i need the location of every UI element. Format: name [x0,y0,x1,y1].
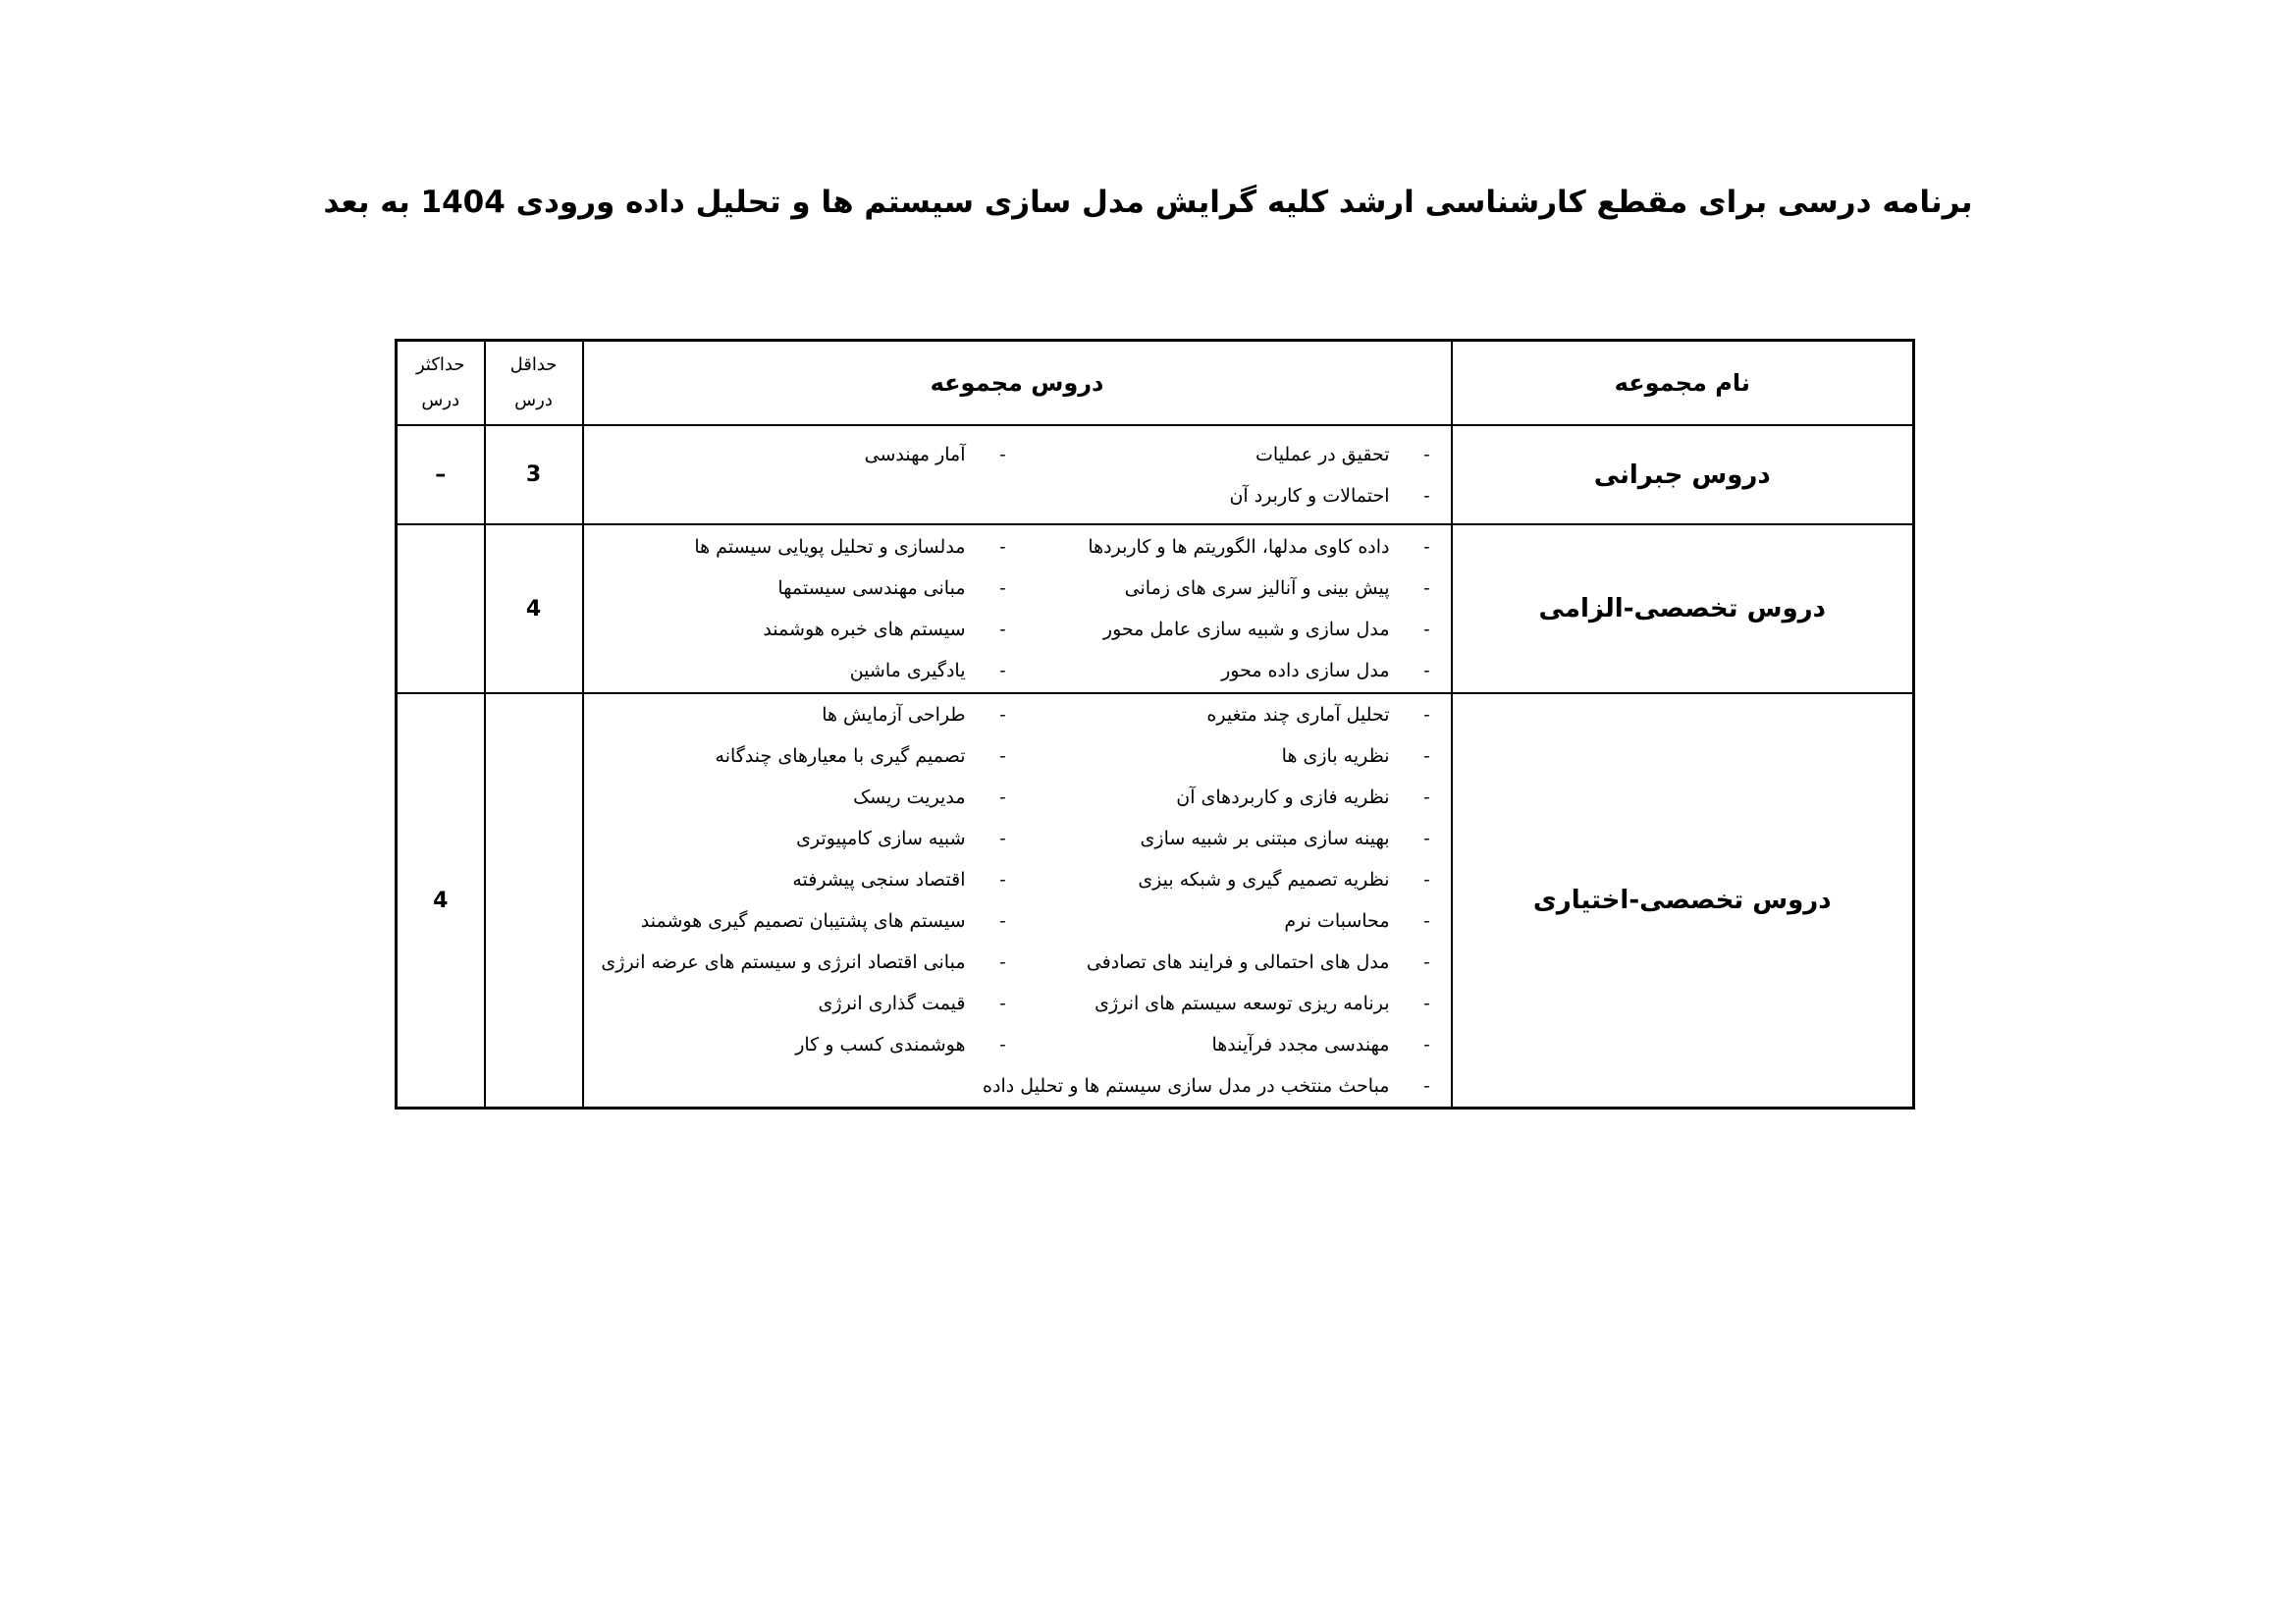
course-row [584,526,1451,568]
course-name: مهندسی مجدد فرآیندها [1211,1034,1390,1056]
course-name: مبانی مهندسی سیستمها [777,577,966,599]
course-name: برنامه ریزی توسعه سیستم های انرژی [1095,993,1390,1014]
header-group-courses: دروس مجموعه [583,341,1452,426]
course-name: آمار مهندسی [864,443,966,465]
group-row-elective [397,693,1914,1109]
group-name-cell: دروس جبرانی [1452,425,1914,524]
bullet-dash: - [999,745,1006,767]
bullet-dash: - [999,910,1006,932]
bullet-dash: - [1423,1075,1430,1097]
max-courses-value: 4 [397,693,485,1109]
bullet-dash: - [999,443,1006,465]
bullet-dash: - [1423,786,1430,808]
bullet-dash: - [1423,869,1430,891]
min-courses-value: 4 [485,524,583,693]
bullet-dash: - [1423,704,1430,726]
bullet-dash: - [999,536,1006,558]
group-row-mandatory [397,524,1914,693]
course-name: مدلسازی و تحلیل پویایی سیستم ها [694,536,966,558]
course-row [584,900,1451,942]
course-name: سیستم های خبره هوشمند [763,619,966,640]
bullet-dash: - [1423,484,1430,507]
course-row [584,983,1451,1024]
course-list [584,434,1451,516]
bullet-dash: - [999,1034,1006,1056]
bullet-dash: - [999,660,1006,681]
course-name: مباحث منتخب در مدل سازی سیستم ها و تحلیل داده [983,1075,1390,1097]
course-name: بهینه سازی مبتنی بر شبیه سازی [1140,828,1390,849]
course-row [584,859,1451,900]
course-name: پیش بینی و آنالیز سری های زمانی [1124,577,1390,599]
course-row [584,1065,1451,1107]
group-row-compensatory [397,425,1914,524]
group-name-cell: دروس تخصصی-اختیاری [1452,693,1914,1109]
course-name: داده کاوی مدلها، الگوریتم ها و کاربردها [1088,536,1390,558]
header-row [397,341,1914,426]
header-max-courses: حداکثر درس [397,341,485,426]
course-row [584,694,1451,735]
bullet-dash: - [999,704,1006,726]
bullet-dash: - [1423,910,1430,932]
course-row [584,777,1451,818]
min-courses-value [485,693,583,1109]
bullet-dash: - [1423,745,1430,767]
bullet-dash: - [999,993,1006,1014]
course-name: مدل سازی داده محور [1221,660,1390,681]
bullet-dash: - [1423,1034,1430,1056]
course-list [584,694,1451,1107]
course-name: مدل سازی و شبیه سازی عامل محور [1102,619,1390,640]
bullet-dash: - [999,951,1006,973]
bullet-dash: - [1423,660,1430,681]
bullet-dash: - [999,619,1006,640]
max-courses-value: – [397,425,485,524]
header-min-courses: حداقل درس [485,341,583,426]
courses-cell [583,693,1452,1109]
course-name: مدیریت ریسک [853,786,966,808]
group-name-cell: دروس تخصصی-الزامی [1452,524,1914,693]
course-row [584,475,1451,516]
min-courses-value: 3 [485,425,583,524]
course-name: اقتصاد سنجی پیشرفته [792,869,966,891]
course-name: قیمت گذاری انرژی [818,993,966,1014]
courses-cell [583,425,1452,524]
bullet-dash: - [1423,828,1430,849]
course-name: نظریه بازی ها [1281,745,1390,767]
course-name: نظریه فازی و کاربردهای آن [1176,786,1390,808]
curriculum-table [395,339,1915,1110]
course-name: محاسبات نرم [1284,910,1390,932]
course-row [584,609,1451,650]
course-name: مدل های احتمالی و فرایند های تصادفی [1086,951,1390,973]
course-name: طراحی آزمایش ها [822,704,966,726]
course-name: هوشمندی کسب و کار [795,1034,966,1056]
courses-cell [583,524,1452,693]
bullet-dash: - [999,869,1006,891]
bullet-dash: - [1423,536,1430,558]
course-name: تحلیل آماری چند متغیره [1206,704,1390,726]
course-row [584,735,1451,777]
course-row [584,650,1451,691]
max-courses-value [397,524,485,693]
bullet-dash: - [1423,577,1430,599]
course-row [584,818,1451,859]
bullet-dash: - [999,786,1006,808]
course-name: تحقیق در عملیات [1255,443,1390,465]
course-name: مبانی اقتصاد انرژی و سیستم های عرضه انرژی [601,951,966,973]
bullet-dash: - [1423,993,1430,1014]
course-name: احتمالات و کاربرد آن [1229,484,1390,507]
header-group-name: نام مجموعه [1452,341,1914,426]
course-name: نظریه تصمیم گیری و شبکه بیزی [1138,869,1390,891]
page-title: برنامه درسی برای مقطع کارشناسی ارشد کلیه گرایش مدل سازی سیستم ها و تحلیل داده ورودی 1404 به بعد [323,185,1973,220]
bullet-dash: - [1423,619,1430,640]
course-row [584,434,1451,475]
course-name: یادگیری ماشین [849,660,966,681]
course-row [584,568,1451,609]
bullet-dash: - [1423,951,1430,973]
course-name: شبیه سازی کامپیوتری [796,828,966,849]
course-row [584,1024,1451,1065]
course-row [584,942,1451,983]
bullet-dash: - [1423,443,1430,465]
course-name: تصمیم گیری با معیارهای چندگانه [715,745,966,767]
course-list [584,526,1451,691]
bullet-dash: - [999,577,1006,599]
bullet-dash: - [999,828,1006,849]
course-name: سیستم های پشتیبان تصمیم گیری هوشمند [640,910,966,932]
